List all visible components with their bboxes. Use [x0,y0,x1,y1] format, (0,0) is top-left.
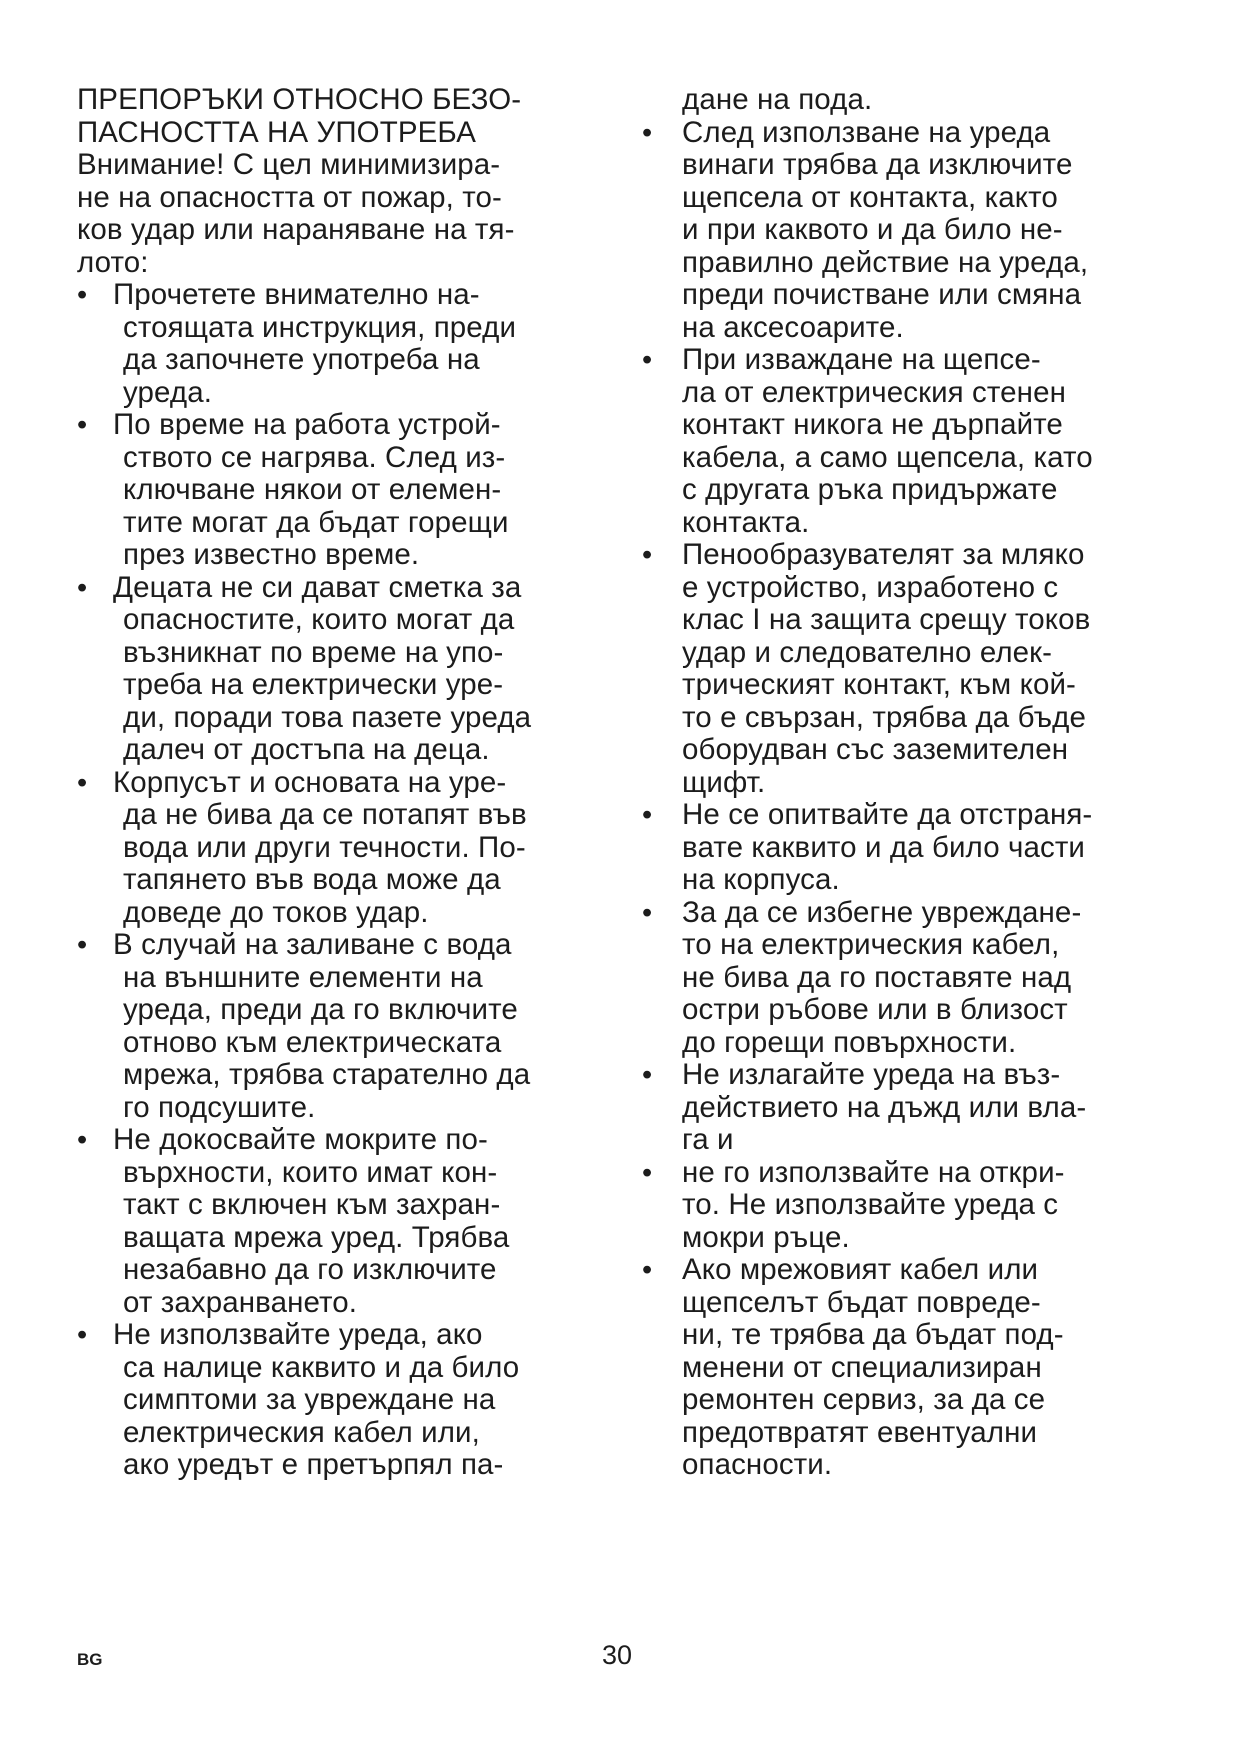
intro-line: не на опасността от пожар, то- [77,180,502,214]
list-item-line: то на електрическия кабел, [682,928,1060,961]
bullet-icon: • [77,1124,88,1156]
language-code: BG [77,1650,103,1669]
list-item-line: уреда. [123,375,212,409]
list-item-line: ремонтен сервиз, за да се [682,1383,1046,1416]
list-item-line: да започнете употреба на [123,343,480,376]
intro-line: лото: [77,245,149,279]
list-item-line: трическият контакт, към кой- [682,668,1076,701]
section-heading-line: ПРЕПОРЪКИ ОТНОСНО БЕЗО- [77,83,522,116]
list-item-line: Прочетете внимателно на- [113,278,480,311]
bullet-icon: • [77,571,88,604]
list-item-line: Не използвайте уреда, ако [113,1318,483,1351]
bullet-icon: • [77,929,88,961]
list-item-line: да не бива да се потапят във [123,798,527,831]
list-item-line: електрическия кабел или, [123,1415,480,1449]
list-item-line: симптоми за увреждане на [123,1383,496,1416]
list-item-line: треба на електрически уре- [123,668,504,701]
bullet-icon: • [77,409,88,441]
list-item-line: щепселът бъдат повреде- [682,1285,1041,1319]
list-item-line: В случай на заливане с вода [113,928,512,961]
list-item-line: на външните елементи на [123,960,483,994]
bullet-icon: • [77,766,88,799]
list-item-line: щифт. [682,765,766,799]
list-item-line: не бива да го поставяте над [682,960,1072,994]
list-item-line: Ако мрежовият кабел или [682,1253,1039,1286]
list-item-line: предотвратят евентуални [682,1415,1038,1449]
list-item-line: е устройство, изработено с [682,570,1059,604]
list-item-line: ключване някои от елемен- [123,473,502,506]
bullet-icon: • [77,1319,88,1351]
list-item-line: Не излагайте уреда на въз- [682,1058,1061,1091]
list-item-line: удар и следователно елек- [682,635,1053,669]
list-item-line: кабела, а само щепсела, като [682,440,1093,474]
section-heading-line: ПАСНОСТТА НА УПОТРЕБА [77,115,476,149]
list-item-line: Корпусът и основата на уре- [113,765,507,799]
list-item-line: След използване на уреда [682,115,1051,149]
list-item-line: мокри ръце. [682,1220,850,1254]
list-item-line: доведе до токов удар. [123,895,429,929]
list-item-line: са налице каквито и да било [123,1350,520,1384]
list-item-line: По време на работа устрой- [113,408,501,441]
list-item-line: га и [682,1123,734,1156]
list-item-line: стоящата инструкция, преди [123,310,517,344]
left-column [0,0,620,1754]
list-item-line: При изваждане на щепсе- [682,343,1041,376]
list-item-line: то е свързан, трябва да бъде [682,700,1086,734]
list-item-line: вате каквито и да било части [682,830,1086,864]
list-item-line: клас I на защита срещу токов [682,603,1091,636]
list-item-line: възникнат по време на упо- [123,635,504,669]
list-item-line: то. Не използвайте уреда с [682,1188,1059,1221]
list-item-line: остри ръбове или в близост [682,993,1068,1026]
bullet-icon: • [642,1156,653,1189]
bullet-icon: • [642,116,653,149]
list-item-line: ако уредът е претърпял па- [123,1448,504,1481]
list-item-line: щепсела от контакта, както [682,180,1058,214]
list-item-line: до горещи повърхности. [682,1025,1017,1059]
list-item-line: на аксесоарите. [682,310,904,344]
list-item-line: дане на пода. [682,83,873,116]
list-item-line: винаги трябва да изключите [682,148,1073,181]
list-item-line: правилно действие на уреда, [682,245,1089,279]
list-item-line: Не докосвайте мокрите по- [113,1123,488,1156]
list-item-line: вода или други течности. По- [123,830,526,864]
list-item-line: Не се опитвайте да отстраня- [682,798,1093,831]
list-item-line: контакт никога не дърпайте [682,408,1063,441]
list-item-line: с другата ръка придържате [682,473,1058,506]
list-item-line: опасностите, които могат да [123,603,515,636]
list-item-line: върхности, които имат кон- [123,1155,498,1189]
list-item-line: ди, поради това пазете уреда [123,700,532,734]
bullet-icon: • [642,539,653,571]
page-number: 30 [602,1640,633,1670]
bullet-icon: • [642,1059,653,1091]
list-item-line: ващата мрежа уред. Трябва [123,1220,510,1254]
list-item-line: действието на дъжд или вла- [682,1090,1087,1124]
list-item-line: уреда, преди да го включите [123,993,518,1026]
right-column [620,0,1241,1754]
list-item-line: ството се нагрява. След из- [123,440,506,474]
list-item-line: ни, те трябва да бъдат под- [682,1318,1064,1351]
list-item-line: менени от специализиран [682,1350,1042,1384]
list-item-line: оборудван със заземителен [682,733,1069,766]
list-item-line: през известно време. [123,538,420,571]
list-item-line: не го използвайте на откри- [682,1155,1065,1189]
bullet-icon: • [77,279,88,311]
list-item-line: отново към електрическата [123,1025,502,1059]
list-item-line: Пенообразувателят за мляко [682,538,1085,571]
list-item-line: незабавно да го изключите [123,1253,497,1286]
intro-line: Внимание! С цел минимизира- [77,148,501,181]
list-item-line: контакта. [682,505,810,539]
list-item-line: тапянето във вода може да [123,863,501,896]
list-item-line: За да се избегне увреждане- [682,895,1082,929]
bullet-icon: • [642,896,653,929]
list-item-line: преди почистване или смяна [682,278,1082,311]
list-item-line: такт с включен към захран- [123,1188,501,1221]
list-item-line: от захранването. [123,1285,358,1319]
list-item-line: Децата не си дават сметка за [113,570,522,604]
list-item-line: ла от електрическия стенен [682,375,1066,409]
list-item-line: тите могат да бъдат горещи [123,505,509,539]
list-item-line: мрежа, трябва старателно да [123,1058,531,1091]
bullet-icon: • [642,344,653,376]
bullet-icon: • [642,1254,653,1286]
list-item-line: опасности. [682,1448,833,1481]
list-item-line: далеч от достъпа на деца. [123,733,490,766]
list-item-line: и при каквото и да било не- [682,213,1063,246]
bullet-icon: • [642,799,653,831]
list-item-line: го подсушите. [123,1090,316,1124]
list-item-line: на корпуса. [682,863,840,896]
intro-line: ков удар или нараняване на тя- [77,213,515,246]
